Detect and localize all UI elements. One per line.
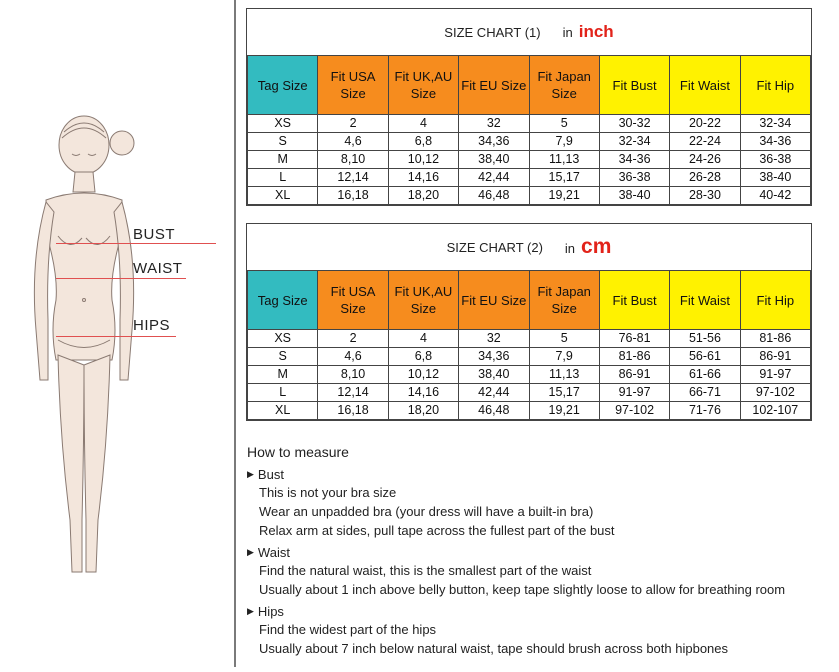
triangle-bullet-icon: ▶	[247, 468, 254, 479]
table-cell: 14,16	[388, 169, 458, 187]
table-cell: 4,6	[318, 348, 388, 366]
table-cell: 7,9	[529, 133, 599, 151]
header-row	[248, 56, 811, 115]
table-cell: 34-36	[740, 133, 810, 151]
table-cell: 102-107	[740, 402, 810, 420]
table-cell: 97-102	[599, 402, 669, 420]
col-header: Fit UK,AU Size	[388, 271, 458, 330]
table-row	[248, 187, 811, 205]
table-cell: 86-91	[740, 348, 810, 366]
section-hips	[247, 602, 837, 620]
table-cell: 16,18	[318, 187, 388, 205]
table-cell: 66-71	[670, 384, 740, 402]
table-cell: 28-30	[670, 187, 740, 205]
table-cell: 32-34	[740, 115, 810, 133]
header-row	[248, 271, 811, 330]
section-waist	[247, 543, 837, 561]
table-cell: S	[248, 133, 318, 151]
table-cell: XL	[248, 402, 318, 420]
table-row	[248, 348, 811, 366]
table-cell: 91-97	[740, 366, 810, 384]
table-row	[248, 115, 811, 133]
table-cell: 51-56	[670, 330, 740, 348]
chart-title: SIZE CHART (2)	[446, 239, 543, 255]
table-row	[248, 133, 811, 151]
table-cell: 36-38	[740, 151, 810, 169]
table-cell: 38-40	[599, 187, 669, 205]
col-header: Fit Hip	[740, 271, 810, 330]
table-row	[248, 151, 811, 169]
size-table	[247, 270, 811, 420]
chart-in-label: in	[564, 241, 576, 256]
triangle-bullet-icon: ▶	[247, 605, 254, 616]
col-header: Tag Size	[248, 56, 318, 115]
table-cell: 11,13	[529, 151, 599, 169]
table-cell: 71-76	[670, 402, 740, 420]
table-row	[248, 366, 811, 384]
table-cell: 5	[529, 115, 599, 133]
table-row	[248, 384, 811, 402]
table-cell: 34,36	[459, 348, 529, 366]
table-cell: 15,17	[529, 169, 599, 187]
col-header: Tag Size	[248, 271, 318, 330]
section-heading: Waist	[257, 544, 290, 560]
col-header: Fit USA Size	[318, 271, 388, 330]
chart-header	[247, 9, 811, 55]
table-cell: XS	[248, 115, 318, 133]
table-cell: M	[248, 366, 318, 384]
size-table	[247, 55, 811, 205]
how-to-measure	[247, 444, 837, 658]
instruction-line: This is not your bra size	[259, 485, 397, 500]
table-cell: 81-86	[740, 330, 810, 348]
table-cell: 22-24	[670, 133, 740, 151]
instruction-line: Find the widest part of the hips	[259, 622, 437, 637]
table-cell: 10,12	[388, 151, 458, 169]
chart-title: SIZE CHART (1)	[444, 24, 541, 40]
table-cell: 42,44	[459, 169, 529, 187]
table-cell: 12,14	[318, 169, 388, 187]
table-row	[248, 330, 811, 348]
table-cell: XL	[248, 187, 318, 205]
waist-line	[56, 278, 186, 279]
table-cell: 2	[318, 115, 388, 133]
chart-in-label: in	[562, 25, 573, 40]
instruction-line: Relax arm at sides, pull tape across the fullest part of the bust	[259, 523, 615, 538]
table-cell: 38,40	[459, 151, 529, 169]
table-cell: 46,48	[459, 187, 529, 205]
table-cell: 97-102	[740, 384, 810, 402]
col-header: Fit UK,AU Size	[388, 56, 458, 115]
size-chart-cm	[246, 223, 812, 421]
table-cell: 24-26	[670, 151, 740, 169]
col-header: Fit EU Size	[459, 271, 529, 330]
col-header: Fit USA Size	[318, 56, 388, 115]
bust-label: BUST	[133, 226, 176, 243]
table-row	[248, 169, 811, 187]
hips-label: HIPS	[133, 317, 171, 334]
table-cell: 8,10	[318, 366, 388, 384]
bust-line	[56, 243, 216, 244]
table-cell: 4,6	[318, 133, 388, 151]
table-cell: 32-34	[599, 133, 669, 151]
col-header: Fit Bust	[599, 271, 669, 330]
table-cell: L	[248, 384, 318, 402]
hips-line	[56, 336, 176, 337]
chart-header	[247, 224, 811, 270]
col-header: Fit Japan Size	[529, 56, 599, 115]
table-cell: 40-42	[740, 187, 810, 205]
table-cell: 6,8	[388, 348, 458, 366]
table-cell: 30-32	[599, 115, 669, 133]
table-cell: 6,8	[388, 133, 458, 151]
col-header: Fit Waist	[670, 271, 740, 330]
figure-panel	[0, 0, 236, 667]
table-cell: 81-86	[599, 348, 669, 366]
chart-unit: inch	[578, 22, 614, 41]
table-cell: 7,9	[529, 348, 599, 366]
table-cell: 36-38	[599, 169, 669, 187]
table-cell: S	[248, 348, 318, 366]
waist-label: WAIST	[133, 260, 183, 277]
triangle-bullet-icon: ▶	[247, 546, 254, 557]
table-cell: 34,36	[459, 133, 529, 151]
instruction-line: Usually about 7 inch below natural waist, tape should brush across both hipbones	[259, 641, 729, 656]
col-header: Fit Bust	[599, 56, 669, 115]
how-title: How to measure	[247, 444, 349, 460]
table-cell: 15,17	[529, 384, 599, 402]
table-cell: 91-97	[599, 384, 669, 402]
table-cell: 8,10	[318, 151, 388, 169]
table-cell: 4	[388, 330, 458, 348]
vertical-divider	[234, 0, 236, 667]
table-cell: 19,21	[529, 187, 599, 205]
section-heading: Hips	[257, 603, 284, 619]
table-cell: 12,14	[318, 384, 388, 402]
table-cell: 14,16	[388, 384, 458, 402]
size-chart-inch	[246, 8, 812, 206]
col-header: Fit EU Size	[459, 56, 529, 115]
table-cell: 16,18	[318, 402, 388, 420]
table-cell: 56-61	[670, 348, 740, 366]
table-cell: 86-91	[599, 366, 669, 384]
table-cell: M	[248, 151, 318, 169]
instruction-line: Wear an unpadded bra (your dress will have a built-in bra)	[259, 504, 594, 519]
table-cell: 5	[529, 330, 599, 348]
table-cell: 61-66	[670, 366, 740, 384]
col-header: Fit Japan Size	[529, 271, 599, 330]
table-cell: 32	[459, 330, 529, 348]
table-cell: 18,20	[388, 402, 458, 420]
section-bust	[247, 465, 837, 483]
table-cell: 20-22	[670, 115, 740, 133]
table-cell: 11,13	[529, 366, 599, 384]
woman-figure-illustration	[0, 0, 236, 667]
col-header: Fit Waist	[670, 56, 740, 115]
table-cell: 10,12	[388, 366, 458, 384]
table-cell: 76-81	[599, 330, 669, 348]
table-cell: 38-40	[740, 169, 810, 187]
table-cell: 38,40	[459, 366, 529, 384]
table-cell: 19,21	[529, 402, 599, 420]
table-cell: 34-36	[599, 151, 669, 169]
table-cell: 42,44	[459, 384, 529, 402]
col-header: Fit Hip	[740, 56, 810, 115]
table-cell: L	[248, 169, 318, 187]
table-cell: 18,20	[388, 187, 458, 205]
table-cell: 2	[318, 330, 388, 348]
instruction-line: Usually about 1 inch above belly button, keep tape slightly loose to allow for breathing room	[259, 582, 786, 597]
section-heading: Bust	[257, 466, 284, 482]
instruction-line: Find the natural waist, this is the smallest part of the waist	[259, 563, 592, 578]
table-row	[248, 402, 811, 420]
chart-unit: cm	[581, 235, 612, 258]
table-cell: 32	[459, 115, 529, 133]
table-cell: 26-28	[670, 169, 740, 187]
table-cell: XS	[248, 330, 318, 348]
table-cell: 4	[388, 115, 458, 133]
table-cell: 46,48	[459, 402, 529, 420]
